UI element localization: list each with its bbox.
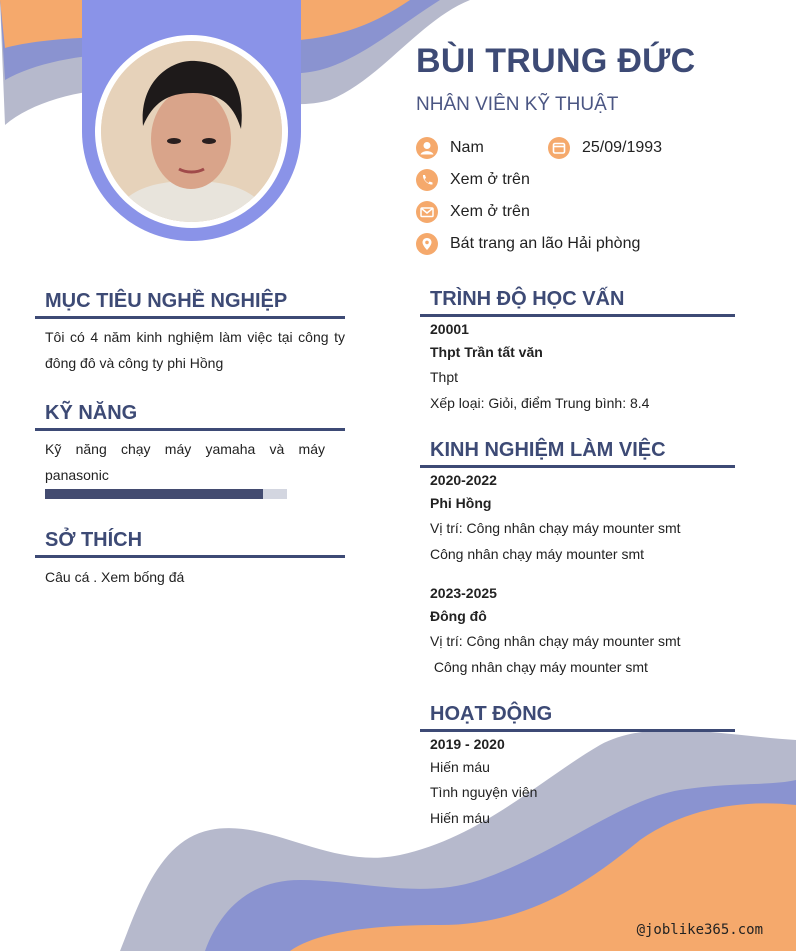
education-grade: Xếp loại: Giỏi, điểm Trung bình: 8.4 xyxy=(430,395,650,411)
hobbies-text: Câu cá . Xem bống đá xyxy=(45,569,185,585)
email-row xyxy=(416,201,530,223)
skills-title: KỸ NĂNG xyxy=(45,402,138,424)
education-year: 20001 xyxy=(430,321,469,337)
birthday-row xyxy=(548,137,662,159)
activity-period: 2019 - 2020 xyxy=(430,736,505,752)
address-row xyxy=(416,233,640,255)
activity-line: Hiến máu xyxy=(430,810,490,826)
education-divider xyxy=(420,314,735,317)
phone-value: Xem ở trên xyxy=(450,171,530,188)
education-major: Thpt xyxy=(430,369,459,385)
experience-divider xyxy=(420,465,735,468)
location-pin-icon xyxy=(416,233,438,255)
hobbies-divider xyxy=(35,555,345,558)
skill-level-bar xyxy=(45,489,287,499)
experience-description: Công nhân chạy máy mounter smt xyxy=(430,659,648,675)
experience-position: Vị trí: Công nhân chạy máy mounter smt xyxy=(430,633,681,649)
gender-row xyxy=(416,137,484,159)
candidate-name: BÙI TRUNG ĐỨC xyxy=(416,42,696,80)
phone-row xyxy=(416,169,530,191)
avatar xyxy=(101,41,282,222)
user-icon xyxy=(416,137,438,159)
experience-company: Đông đô xyxy=(430,608,487,624)
objective-text: Tôi có 4 năm kinh nghiệm làm việc tại công ty đông đô và công ty phi Hồng xyxy=(45,329,345,371)
experience-period: 2023-2025 xyxy=(430,585,497,601)
calendar-icon xyxy=(548,137,570,159)
gender-value: Nam xyxy=(450,139,484,156)
activity-line: Hiến máu xyxy=(430,759,490,775)
activity-line: Tình nguyện viên xyxy=(430,784,538,800)
email-value: Xem ở trên xyxy=(450,203,530,220)
birthday-value: 25/09/1993 xyxy=(582,139,663,156)
avatar-photo xyxy=(101,41,282,222)
skill-name: Kỹ năng chạy máy yamaha và máy panasonic xyxy=(45,441,325,483)
mail-icon xyxy=(416,201,438,223)
watermark: @joblike365.com xyxy=(636,922,763,938)
experience-title: KINH NGHIỆM LÀM VIỆC xyxy=(430,439,666,461)
objective-divider xyxy=(35,316,345,319)
experience-period: 2020-2022 xyxy=(430,472,497,488)
experience-company: Phi Hồng xyxy=(430,495,492,511)
experience-description: Công nhân chạy máy mounter smt xyxy=(430,546,644,562)
experience-position: Vị trí: Công nhân chạy máy mounter smt xyxy=(430,520,681,536)
skill-level-fill xyxy=(45,489,263,499)
activities-title: HOẠT ĐỘNG xyxy=(430,703,553,725)
hobbies-title: SỞ THÍCH xyxy=(45,529,143,551)
education-school: Thpt Trần tất văn xyxy=(430,344,543,360)
phone-icon xyxy=(416,169,438,191)
activities-divider xyxy=(420,729,735,732)
job-title: NHÂN VIÊN KỸ THUẬT xyxy=(416,94,619,115)
education-title: TRÌNH ĐỘ HỌC VẤN xyxy=(430,288,625,310)
objective-title: MỤC TIÊU NGHỀ NGHIỆP xyxy=(45,290,288,312)
address-value: Bát trang an lão Hải phòng xyxy=(450,235,641,252)
skills-divider xyxy=(35,428,345,431)
